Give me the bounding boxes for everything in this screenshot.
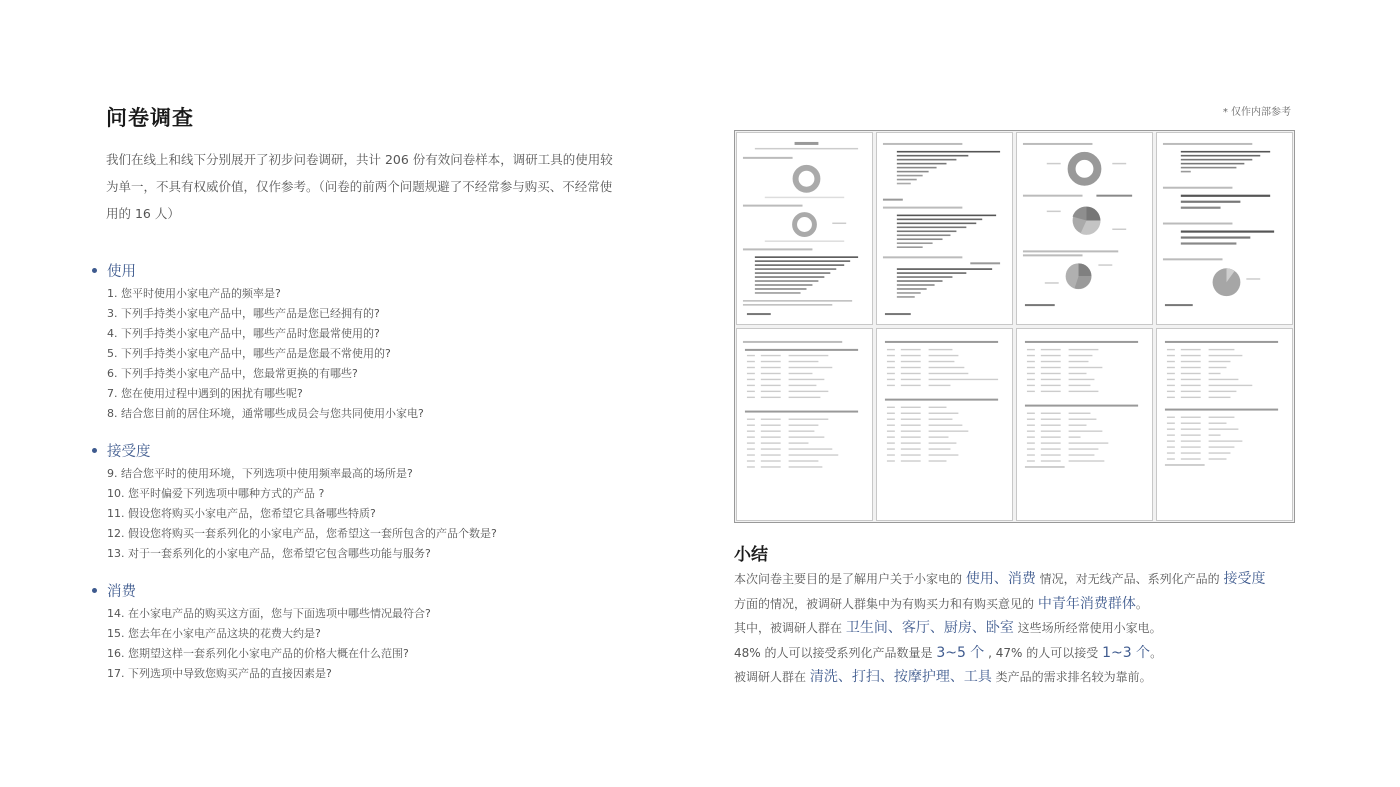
question-item: 15. 您去年在小家电产品这块的花费大约是?: [107, 627, 321, 640]
survey-page-thumbnail: [876, 132, 1013, 325]
summary-text-run: 类产品的需求排名较为靠前。: [991, 670, 1152, 684]
summary-text-run: 。: [1135, 596, 1148, 611]
summary-line: [734, 592, 1314, 617]
summary-text-run: 。: [1150, 645, 1163, 660]
question-item: 9. 结合您平时的使用环境，下列选项中使用频率最高的场所是?: [107, 467, 413, 480]
question-item: 14. 在小家电产品的购买这方面，您与下面选项中哪些情况最符合?: [107, 607, 431, 620]
summary-highlight: 3~5 个: [936, 644, 985, 661]
intro-text: 我们在线上和线下分别展开了初步问卷调研，共计 206 份有效问卷样本，调研工具的使用较为单一，不具有权威价值，仅作参考。（问卷的前两个问题规避了不经常参与购买、不经常使用的 16 人）: [106, 152, 613, 221]
survey-page-thumbnail: [736, 132, 873, 325]
question-item: 10. 您平时偏爱下列选项中哪种方式的产品 ?: [107, 487, 325, 500]
survey-page-thumbnail: [1016, 132, 1153, 325]
question-item: 7. 您在使用过程中遇到的困扰有哪些呢?: [107, 387, 303, 400]
page-title: 问卷调查: [106, 106, 194, 130]
section-consumption: [92, 580, 612, 684]
summary-text-run: 方面的情况，被调研人群集中为有购买力和有购买意见的: [734, 596, 1038, 611]
section-title: 接受度: [107, 443, 151, 460]
question-item: 11. 假设您将购买小家电产品，您希望它具备哪些特质?: [107, 507, 376, 520]
summary-text-run: 情况，对无线产品、系列化产品的: [1035, 572, 1224, 586]
summary-highlight: 接受度: [1223, 571, 1266, 587]
summary-block: [734, 540, 1314, 690]
bullet-dot-icon: [92, 588, 97, 593]
question-item: 3. 下列手持类小家电产品中，哪些产品是您已经拥有的?: [107, 307, 380, 320]
summary-text-run: 48% 的人可以接受系列化产品数量是: [734, 645, 937, 660]
question-item: 16. 您期望这样一套系列化小家电产品的价格大概在什么范围?: [107, 647, 409, 660]
question-item: 4. 下列手持类小家电产品中，哪些产品时您最常使用的?: [107, 327, 380, 340]
summary-line: [734, 616, 1314, 641]
summary-title: 小结: [734, 545, 768, 565]
survey-page-thumbnail: [1016, 328, 1153, 521]
intro-block: [106, 102, 616, 227]
question-item: 5. 下列手持类小家电产品中，哪些产品是您最不常使用的?: [107, 347, 391, 360]
question-item: 1. 您平时使用小家电产品的频率是?: [107, 287, 281, 300]
question-item: 17. 下列选项中导致您购买产品的直接因素是?: [107, 667, 332, 680]
section-title: 使用: [107, 263, 136, 280]
bullet-dot-icon: [92, 268, 97, 273]
summary-text-run: , 47% 的人可以接受: [984, 645, 1103, 660]
summary-line: [734, 665, 1314, 690]
summary-line: [734, 567, 1314, 592]
section-acceptance: [92, 440, 612, 564]
survey-page-thumbnail: [876, 328, 1013, 521]
bullet-dot-icon: [92, 448, 97, 453]
survey-thumbnail-grid: [734, 130, 1295, 523]
section-title: 消费: [107, 583, 136, 600]
summary-highlight: 消费: [1007, 571, 1036, 587]
internal-note: * 仅作内部参考: [1222, 107, 1291, 118]
question-item: 12. 假设您将购买一套系列化的小家电产品，您希望这一套所包含的产品个数是?: [107, 527, 497, 540]
summary-highlight: 1~3 个: [1102, 644, 1151, 661]
summary-text-run: 其中，被调研人群在: [734, 621, 846, 635]
summary-highlight: 使用: [965, 571, 994, 587]
survey-page-thumbnail: [1156, 328, 1293, 521]
section-usage: [92, 260, 612, 424]
summary-highlight: 中青年消费群体: [1037, 595, 1136, 612]
summary-text-run: 被调研人群在: [734, 670, 810, 684]
question-item: 8. 结合您目前的居住环境，通常哪些成员会与您共同使用小家电?: [107, 407, 424, 420]
summary-highlight: 、: [993, 571, 1008, 587]
summary-text-run: 这些场所经常使用小家电。: [1013, 621, 1162, 635]
summary-text: [734, 567, 1314, 690]
summary-highlight: 卫生间、客厅、厨房、卧室: [845, 620, 1014, 636]
survey-page-thumbnail: [1156, 132, 1293, 325]
survey-page-thumbnail: [736, 328, 873, 521]
summary-highlight: 清洗、打扫、按摩护理、工具: [809, 669, 992, 685]
summary-text-run: 本次问卷主要目的是了解用户关于小家电的: [734, 572, 966, 586]
summary-line: [734, 641, 1314, 666]
question-item: 13. 对于一套系列化的小家电产品，您希望它包含哪些功能与服务?: [107, 547, 431, 560]
question-item: 6. 下列手持类小家电产品中，您最常更换的有哪些?: [107, 367, 358, 380]
